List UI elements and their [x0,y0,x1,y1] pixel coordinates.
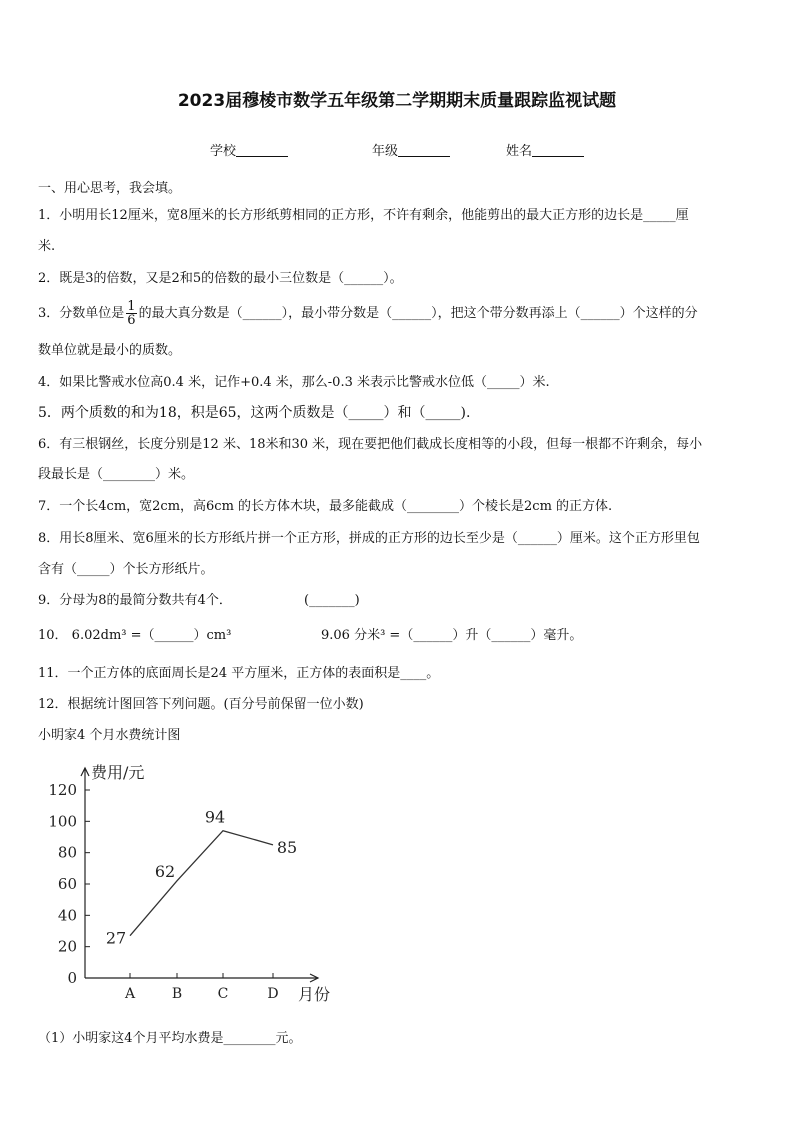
y-tick-label: 40 [57,906,77,925]
question-1-line-1: 1．小明用长12厘米，宽8厘米的长方形纸剪相同的正方形，不许有剩余，他能剪出的最大正方形的边长是_____厘 [38,208,689,223]
question-10 [38,627,760,645]
y-tick-label: 60 [57,875,77,893]
y-tick-label: 80 [57,843,77,862]
fraction-numerator: 1 [127,299,136,314]
x-axis-title: 月份 [298,985,331,1004]
grade-label: 年级 [372,144,399,159]
school-blank[interactable] [236,143,288,157]
question-9-answer: (_______) [304,593,360,608]
fraction-one-sixth [126,300,136,327]
question-3-line-1 [38,296,760,332]
grade-blank[interactable] [398,143,450,157]
y-tick-label: 120 [48,781,77,799]
question-10-part-a: 10． 6.02dm³ =（______）cm³ [38,628,232,643]
data-label: 62 [154,861,176,881]
question-3-line-2: 数单位就是最小的质数。 [38,343,182,358]
page-title: 2023届穆棱市数学五年级第二学期期末质量跟踪监视试题 [177,91,617,111]
x-tick-label: A [124,986,136,1002]
question-3-prefix: 3．分数单位是 [38,306,125,321]
y-tick-label: 20 [57,937,77,956]
name-label: 姓名 [506,144,533,159]
question-1-line-2: 米. [38,239,56,254]
question-12: 12．根据统计图回答下列问题。(百分号前保留一位小数) [38,697,364,712]
question-6-line-2: 段最长是（________）米。 [38,467,195,482]
x-tick-label: B [171,986,183,1002]
school-field [210,140,288,159]
chart-caption: 小明家4 个月水费统计图 [38,728,181,743]
data-label: 85 [276,837,298,857]
name-blank[interactable] [532,143,584,157]
question-6-line-1: 6．有三根钢丝，长度分别是12 米、18米和30 米，现在要把他们截成长度相等的小段，但每一根都不许剩余，每小 [38,437,703,452]
series-line [130,831,273,936]
question-4: 4．如果比警戒水位高0.4 米，记作+0.4 米，那么-0.3 米表示比警戒水位低（_____）米. [38,375,550,390]
question-12-part-1: （1）小明家这4个月平均水费是________元。 [38,1031,302,1046]
question-3-suffix: 的最大真分数是（______），最小带分数是（______），把这个带分数再添上（______）个这样的分 [138,306,698,321]
grade-field [372,140,450,159]
question-9-text: 9．分母为8的最简分数共有4个． [38,593,232,608]
question-5: 5．两个质数的和为18，积是65，这两个质数是（_____）和（_____). [38,405,471,421]
name-field [506,140,584,159]
x-tick-label: D [267,986,279,1002]
question-9 [38,592,760,610]
question-11: 11．一个正方体的底面周长是24 平方厘米，正方体的表面积是____。 [38,666,440,681]
question-10-part-b: 9.06 分米³ =（______）升（______）毫升。 [321,628,583,643]
data-label: 27 [105,928,127,948]
question-7: 7．一个长4cm，宽2cm，高6cm 的长方体木块，最多能截成（________）个棱长是2cm 的正方体. [38,499,613,514]
question-8-line-1: 8．用长8厘米、宽6厘米的长方形纸片拼一个正方形，拼成的正方形的边长至少是（______）厘米。这个正方形里包 [38,531,700,546]
data-label: 94 [204,807,226,827]
fraction-denominator: 6 [127,313,136,328]
x-tick-label: C [217,986,229,1002]
y-tick-label: 100 [48,812,77,831]
question-8-line-2: 含有（_____）个长方形纸片。 [38,562,214,577]
y-axis-title: 费用/元 [91,763,145,782]
section-heading: 一、用心思考，我会填。 [38,181,182,196]
y-tick-label: 0 [67,969,77,987]
question-2: 2．既是3的倍数，又是2和5的倍数的最小三位数是（______）。 [38,271,403,286]
school-label: 学校 [210,144,237,159]
water-fee-line-chart [40,756,370,1012]
